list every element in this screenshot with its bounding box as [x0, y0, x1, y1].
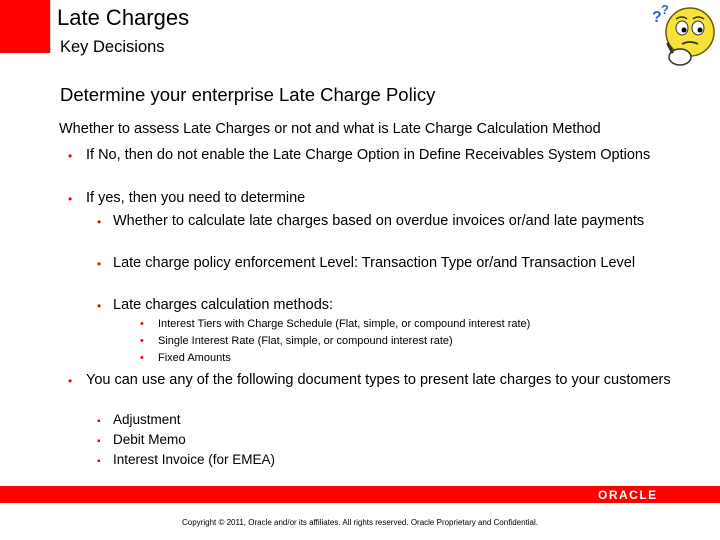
bullet-marker: •: [97, 215, 102, 229]
list-item: Single Interest Rate (Flat, simple, or compound interest rate): [158, 335, 453, 347]
header-accent-block: [0, 0, 50, 53]
section-heading: Determine your enterprise Late Charge Policy: [60, 84, 436, 105]
header-divider: [50, 0, 51, 53]
bullet-marker: •: [68, 192, 73, 206]
bullet-marker: •: [97, 299, 102, 313]
page-title: Late Charges: [57, 5, 190, 30]
bullet-marker: ▪: [97, 416, 101, 427]
list-item: If yes, then you need to determine: [86, 190, 306, 206]
page-subtitle: Key Decisions: [60, 38, 165, 56]
bullet-marker: •: [68, 374, 73, 388]
list-item: Interest Invoice (for EMEA): [113, 452, 276, 467]
list-item: Late charges calculation methods:: [113, 297, 334, 313]
bullet-marker: •: [140, 352, 144, 364]
list-item: You can use any of the following document types to present late charges to your customers: [86, 372, 671, 388]
svg-text:?: ?: [652, 9, 662, 26]
list-item: If No, then do not enable the Late Charge Option in Define Receivables System Options: [86, 147, 651, 163]
oracle-logo-text: ORACLE: [598, 488, 658, 501]
bullet-marker: •: [68, 149, 73, 163]
thinking-face-icon: [648, 2, 716, 76]
bullet-marker: •: [140, 318, 144, 330]
bullet-marker: ▪: [97, 436, 101, 447]
bullet-marker: ▪: [97, 456, 101, 467]
list-item: Late charge policy enforcement Level: Transaction Type or/and Transaction Level: [113, 255, 636, 271]
bullet-marker: •: [97, 257, 102, 271]
bullet-marker: •: [140, 335, 144, 347]
list-item: Whether to calculate late charges based on overdue invoices or/and late payments: [113, 213, 645, 229]
copyright-text: Copyright © 2011, Oracle and/or its affiliates. All rights reserved. Oracle Proprietary and Confidential.: [182, 518, 538, 527]
svg-text:?: ?: [661, 2, 669, 17]
intro-text: Whether to assess Late Charges or not and what is Late Charge Calculation Method: [59, 121, 601, 137]
list-item: Fixed Amounts: [158, 352, 231, 364]
list-item: Interest Tiers with Charge Schedule (Flat, simple, or compound interest rate): [158, 318, 531, 330]
oracle-logo: [598, 488, 676, 501]
list-item: Adjustment: [113, 412, 181, 427]
list-item: Debit Memo: [113, 432, 186, 447]
